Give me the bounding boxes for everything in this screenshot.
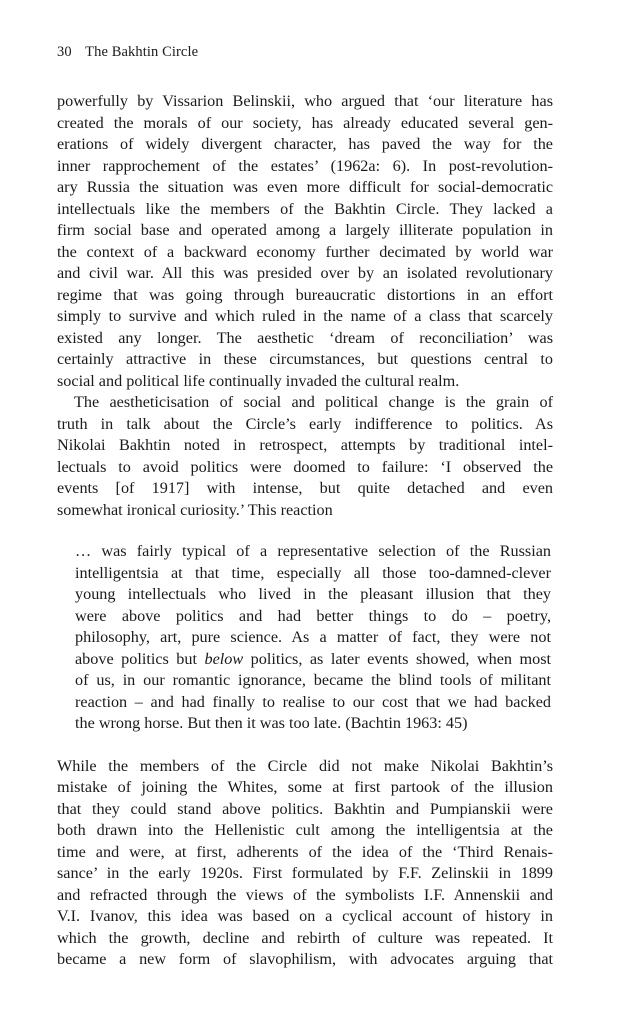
text-line: intellectuals like the members of the Bakhtin Circle. They lacked a: [57, 199, 553, 218]
text-line: regime that was going through bureaucratic distortions in an effort: [57, 285, 553, 304]
paragraph-1: [57, 91, 553, 392]
text-line: simply to survive and which ruled in the name of a class that scarcely: [57, 307, 553, 325]
text-line: social and political life continually invaded the cultural realm.: [57, 371, 460, 390]
text-line: the context of a backward economy further decimated by world war: [57, 242, 553, 261]
page-body: [57, 91, 553, 971]
text-line: Nikolai Bakhtin noted in retrospect, attempts by traditional intel-: [57, 436, 553, 454]
quote-line: of us, in our romantic ignorance, became the blind tools of militant: [75, 671, 551, 689]
quote-text: politics, as later events showed, when most: [243, 649, 551, 668]
text-line: The aestheticisation of social and political change is the grain of: [74, 393, 553, 411]
text-line: existed any longer. The aesthetic ‘dream of reconciliation’ was: [57, 328, 553, 347]
text-line: inner rapprochement of the estates’ (1962a: 6). In post-revolution-: [57, 156, 553, 175]
text-line: and civil war. All this was presided over by an isolated revolutionary: [57, 264, 553, 282]
paragraph-3: [57, 756, 553, 971]
quote-line: intelligentsia at that time, especially all those too-damned-clever: [75, 563, 551, 582]
text-line: both drawn into the Hellenistic cult among the intelligentsia at the: [57, 821, 553, 839]
text-line: powerfully by Vissarion Belinskii, who argued that ‘our literature has: [57, 92, 553, 110]
text-line: V.I. Ivanov, this idea was based on a cyclical account of history in: [57, 907, 553, 925]
text-line: somewhat ironical curiosity.’ This reaction: [57, 500, 333, 519]
text-line: truth in talk about the Circle’s early indifference to politics. As: [57, 414, 553, 433]
quote-line: young intellectuals who lived in the pleasant illusion that they: [75, 585, 551, 603]
text-line: sance’ in the early 1920s. First formulated by F.F. Zelinskii in 1899: [57, 864, 553, 882]
emphasis-below: below: [204, 649, 244, 668]
quote-text: above politics but: [75, 649, 205, 668]
quote-line: were above politics and had better things to do – poetry,: [75, 606, 551, 625]
text-line: While the members of the Circle did not make Nikolai Bakhtin’s: [57, 756, 553, 775]
text-line: created the morals of our society, has already educated several gen-: [57, 113, 553, 132]
text-line: time and were, at first, adherents of the idea of the ‘Third Renais-: [57, 842, 553, 861]
text-line: events [of 1917] with intense, but quite detached and even: [57, 479, 553, 497]
running-header: [57, 44, 198, 61]
quote-line: reaction – and had finally to realise to our cost that we had backed: [75, 692, 551, 711]
page-number: 30: [57, 44, 72, 60]
text-line: certainly attractive in these circumstances, but questions central to: [57, 350, 553, 368]
text-line: lectuals to avoid politics were doomed to failure: ‘I observed the: [57, 457, 553, 476]
text-line: that they could stand above politics. Bakhtin and Pumpianskii were: [57, 799, 553, 818]
running-title: The Bakhtin Circle: [85, 44, 199, 60]
paragraph-2: [57, 392, 553, 521]
text-line: mistake of joining the Whites, some at first partook of the illusion: [57, 778, 553, 796]
quote-line: the wrong horse. But then it was too late. (Bachtin 1963: 45): [75, 714, 468, 732]
text-line: erations of widely divergent character, has paved the way for the: [57, 135, 553, 153]
quote-line: philosophy, art, pure science. As a matter of fact, they were not: [75, 628, 551, 646]
text-line: firm social base and operated among a largely illiterate population in: [57, 221, 553, 239]
text-line: became a new form of slavophilism, with advocates arguing that: [57, 950, 553, 968]
quote-line: … was fairly typical of a representative selection of the Russian: [75, 542, 551, 560]
text-line: ary Russia the situation was even more difficult for social-democratic: [57, 178, 553, 196]
quote-line: [75, 649, 551, 671]
text-line: and refracted through the views of the symbolists I.F. Annenskii and: [57, 885, 553, 904]
text-line: which the growth, decline and rebirth of culture was repeated. It: [57, 928, 553, 947]
block-quote: [75, 541, 553, 735]
